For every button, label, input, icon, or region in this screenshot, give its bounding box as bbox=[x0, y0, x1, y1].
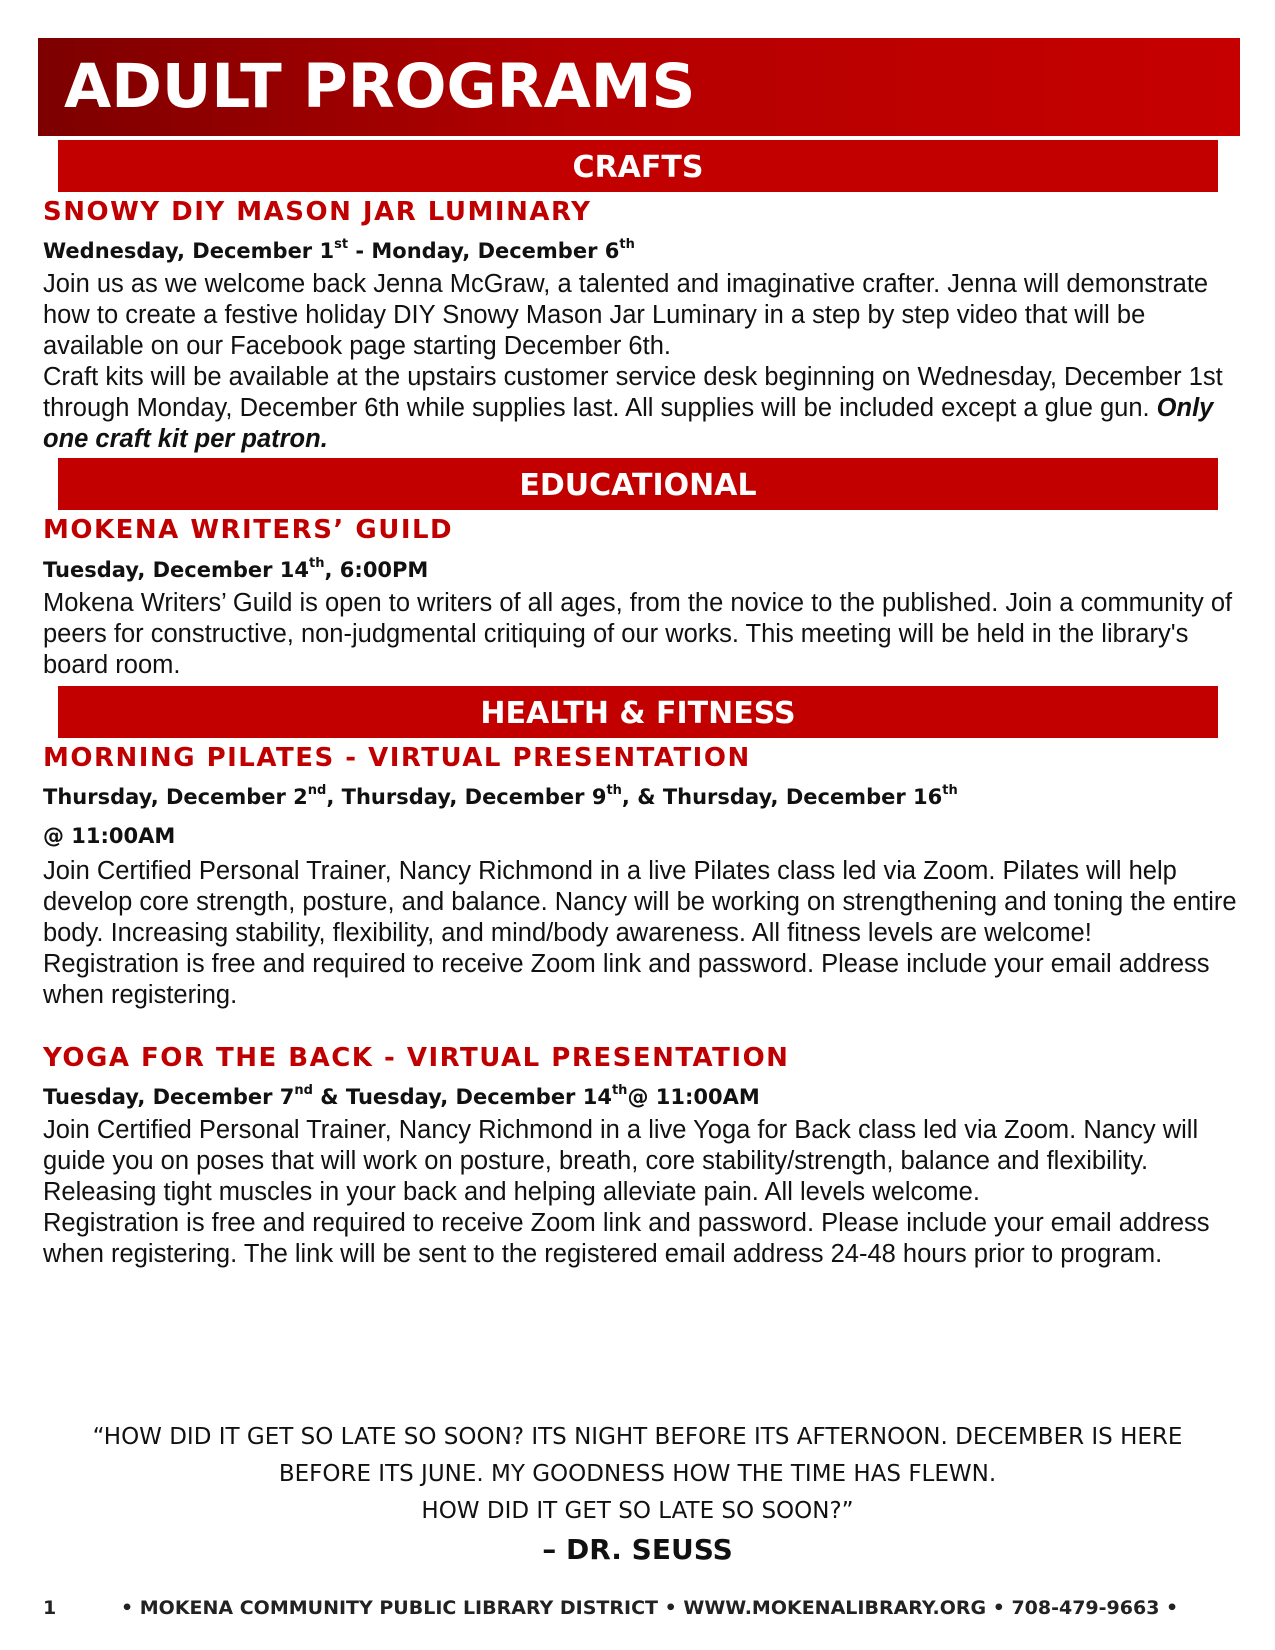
program-date-mason-jar: Wednesday, December 1st - Monday, December 6th bbox=[43, 237, 635, 263]
program-date-writers-guild: Tuesday, December 14th, 6:00PM bbox=[43, 556, 429, 582]
section-heading-crafts: CRAFTS bbox=[58, 140, 1218, 192]
program-description-yoga bbox=[43, 1115, 1238, 1270]
description-paragraph: Registration is free and required to receive Zoom link and password. Please include your email address when registering. bbox=[43, 950, 1210, 1009]
quote-author: – DR. SEUSS bbox=[542, 1533, 733, 1566]
program-description-mason-jar bbox=[43, 269, 1238, 455]
description-paragraph: Join Certified Personal Trainer, Nancy Richmond in a live Pilates class led via Zoom. Pilates will help develop core strength, posture, and balance. Nancy will be working on strengthening and toning the entire body. Increasing stability, flexibility, and mind/body awareness. All fitness levels are welcome! bbox=[43, 857, 1237, 947]
description-paragraph: Registration is free and required to receive Zoom link and password. Please include your email address when registering. The link will be sent to the registered email address 24-48 hours prior to program. bbox=[43, 1209, 1210, 1268]
quote-line: HOW DID IT GET SO LATE SO SOON?” bbox=[421, 1498, 854, 1524]
description-paragraph: Mokena Writers’ Guild is open to writers of all ages, from the novice to the published. Join a community of peers for constructive, non-judgmental critiquing of our works. This meeting will be held in the library's board room. bbox=[43, 589, 1233, 679]
program-title-pilates: MORNING PILATES - VIRTUAL PRESENTATION bbox=[43, 743, 751, 773]
page-number: 1 bbox=[43, 1597, 57, 1619]
program-description-writers-guild bbox=[43, 588, 1238, 681]
program-description-pilates bbox=[43, 856, 1238, 1011]
quote-line: BEFORE ITS JUNE. MY GOODNESS HOW THE TIME HAS FLEWN. bbox=[278, 1461, 997, 1487]
description-paragraph: Join us as we welcome back Jenna McGraw, a talented and imaginative crafter. Jenna will demonstrate how to create a festive holiday DIY Snowy Mason Jar Luminary in a step by step video that will be available on our Facebook page starting December 6th. bbox=[43, 270, 1209, 360]
program-title-writers-guild: MOKENA WRITERS’ GUILD bbox=[43, 515, 454, 545]
kit-limit-note: Only one craft kit per patron. bbox=[43, 394, 1214, 453]
description-paragraph: Craft kits will be available at the upstairs customer service desk beginning on Wednesday, December 1st through Monday, December 6th while supplies last. All supplies will be included except a glue gun. Only one craft kit per patron. bbox=[43, 363, 1223, 453]
program-time-pilates: @ 11:00AM bbox=[43, 824, 176, 848]
footer-contact-info: • MOKENA COMMUNITY PUBLIC LIBRARY DISTRICT • WWW.MOKENALIBRARY.ORG • 708-479-9663 • bbox=[121, 1597, 1179, 1619]
program-date-pilates: Thursday, December 2nd, Thursday, December 9th, & Thursday, December 16th bbox=[43, 783, 958, 809]
program-title-mason-jar: SNOWY DIY MASON JAR LUMINARY bbox=[43, 197, 592, 227]
page-footer bbox=[43, 1592, 1238, 1624]
page-title-banner bbox=[38, 38, 1240, 136]
section-heading-health-fitness: HEALTH & FITNESS bbox=[58, 686, 1218, 738]
quote-line: “HOW DID IT GET SO LATE SO SOON? ITS NIGHT BEFORE ITS AFTERNOON. DECEMBER IS HERE bbox=[92, 1424, 1183, 1450]
program-date-yoga: Tuesday, December 7nd & Tuesday, December 14th@ 11:00AM bbox=[43, 1083, 760, 1109]
page-title: ADULT PROGRAMS bbox=[64, 51, 696, 122]
seuss-quote bbox=[0, 1419, 1275, 1530]
program-title-yoga: YOGA FOR THE BACK - VIRTUAL PRESENTATION bbox=[43, 1043, 790, 1073]
section-heading-educational: EDUCATIONAL bbox=[58, 458, 1218, 510]
description-paragraph: Join Certified Personal Trainer, Nancy Richmond in a live Yoga for Back class led via Zoom. Nancy will guide you on poses that will work on posture, breath, core stability/strength, balance and flexibility. Releasing tight muscles in your back and helping alleviate pain. All levels welcome. bbox=[43, 1116, 1199, 1206]
